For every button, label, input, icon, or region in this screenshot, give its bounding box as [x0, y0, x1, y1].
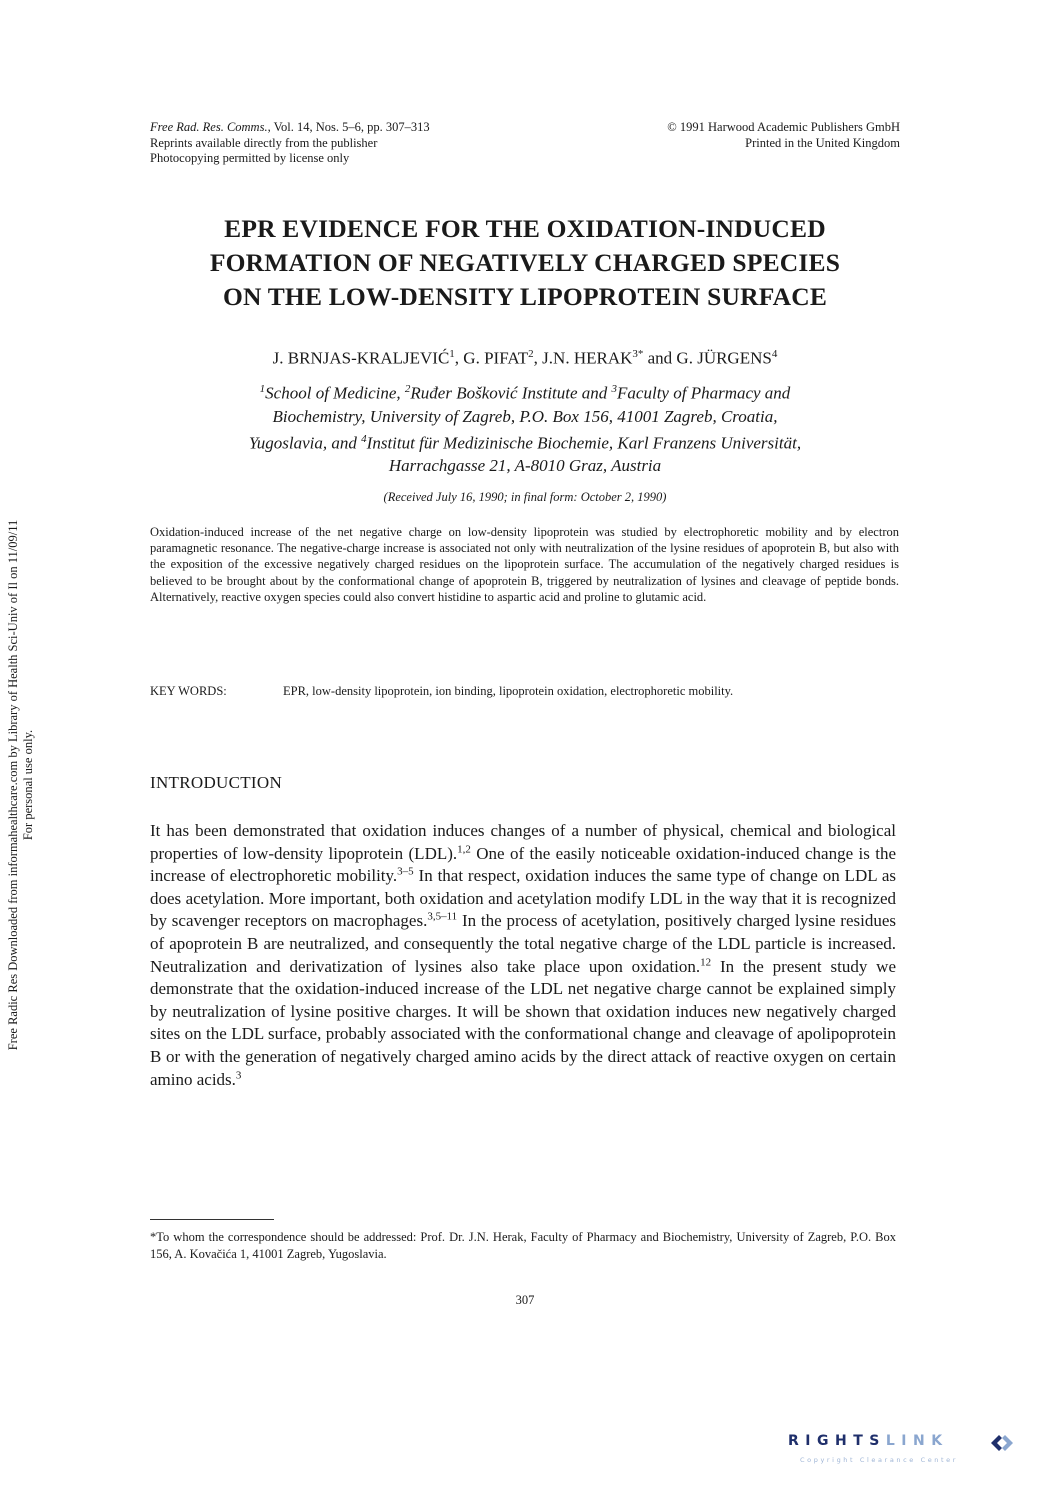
- keywords-block: [150, 683, 900, 699]
- page-number: 307: [515, 1293, 535, 1307]
- intro-text-run: It has been demonstrated that oxidation induces changes of a number of physical, chemical and biological properties of low-density lipoprotein (LDL).: [150, 821, 896, 863]
- logo-tagline: Copyright Clearance Center: [800, 1456, 959, 1464]
- author-affiliation-mark: 1: [449, 348, 455, 360]
- affiliation-text: Biochemistry, University of Zagreb, P.O. Box 156, 41001 Zagreb, Croatia,: [272, 406, 778, 426]
- affiliation-mark: 2: [404, 383, 411, 395]
- publisher-info: [540, 120, 900, 151]
- intro-text-run: In the present study we demonstrate that the oxidation-induced increase of the LDL net negative charge cannot be explained simply by neutralization of lysine positive charges. It will be shown that oxidation induces new negatively charged sites on the LDL surface, probably associated with the conformational change and cleavage of apolipoprotein B or with the generation of negatively charged amino acids by the direct attack of reactive oxygen on certain amino acids.: [150, 956, 896, 1089]
- copyright-line: © 1991 Harwood Academic Publishers GmbH: [667, 120, 900, 134]
- journal-citation: [150, 120, 570, 167]
- volume-info: , Vol. 14, Nos. 5–6, pp. 307–313: [267, 120, 430, 134]
- affiliation-text: Yugoslavia, and: [248, 433, 362, 453]
- citation-mark: 1,2: [457, 842, 471, 855]
- author-affiliation-mark: 2: [528, 348, 534, 360]
- author-affiliation-mark: 3*: [632, 348, 644, 360]
- rightslink-logo: [788, 1433, 1018, 1469]
- download-line: Free Radic Res Downloaded from informahealthcare.com by Library of Health Sci-Univ of Il on 11/09/11: [6, 519, 20, 1051]
- affiliation-line: [110, 378, 940, 405]
- printed-line: Printed in the United Kingdom: [745, 135, 900, 150]
- title-line: EPR EVIDENCE FOR THE OXIDATION-INDUCED: [224, 214, 826, 243]
- intro-text-run: One of the easily noticeable oxidation-induced change is the increase of electrophoretic mobility.: [150, 843, 896, 886]
- affiliation-line: [110, 454, 940, 477]
- author-name: J.N. HERAK: [542, 348, 633, 368]
- affiliation-mark: 3: [611, 383, 618, 395]
- affiliation-text: School of Medicine,: [265, 383, 405, 403]
- author-name: J. BRNJAS-KRALJEVIĆ: [272, 348, 450, 368]
- affiliation-text: Faculty of Pharmacy and: [617, 383, 791, 403]
- author-name: G. JÜRGENS: [676, 348, 772, 368]
- correspondence-footnote: *To whom the correspondence should be addressed: Prof. Dr. J.N. Herak, Faculty of Pharmacy and Biochemistry, University of Zagreb, P.O. Box 156, A. Kovačića 1, 41001 Zagreb, Yugoslavia.: [150, 1230, 896, 1261]
- introduction-text: [150, 820, 896, 1091]
- keywords-text: EPR, low-density lipoprotein, ion binding, lipoprotein oxidation, electrophoretic mobility.: [283, 684, 734, 698]
- footnote-rule: [150, 1219, 274, 1220]
- title-line: ON THE LOW-DENSITY LIPOPROTEIN SURFACE: [222, 282, 828, 311]
- intro-text-run: In that respect, oxidation induces the same type of change on LDL as does acetylation. More important, both oxidation and acetylation modify LDL in the way that it is recognized by scavenger receptors on macrophages.: [150, 866, 897, 931]
- logo-light-text: LINK: [885, 1433, 949, 1449]
- affiliations: [110, 378, 940, 477]
- chevron-logo-icon: [990, 1434, 1016, 1452]
- affiliation-line: [110, 405, 940, 428]
- logo-dark-text: RIGHTS: [788, 1433, 886, 1449]
- keywords-label: KEY WORDS:: [150, 684, 227, 698]
- download-side-note: [6, 235, 36, 1335]
- author-list: [110, 343, 940, 370]
- journal-name: Free Rad. Res. Comms.: [150, 120, 268, 134]
- abstract: Oxidation-induced increase of the net negative charge on low-density lipoprotein was studied by electrophoretic mobility and by electron paramagnetic resonance. The negative-charge increase is associated not only with neutralization of the lysine residues of apoprotein B, but also with the exposition of the excessive negatively charged residues on the lipoprotein surface. The accumulation of the negatively charged residues is believed to be brought about by the conformational change of apoprotein B, triggered by neutralization of lysines and cleavage of peptide bonds. Alternatively, reactive oxygen species could also convert histidine to aspartic acid and proline to glutamic acid.: [150, 525, 899, 604]
- photocopy-note: Photocopying permitted by license only: [150, 151, 350, 165]
- personal-use-line: For personal use only.: [21, 729, 35, 841]
- author-affiliation-mark: 4: [771, 348, 778, 360]
- affiliation-text: Ruđer Bošković Institute and: [410, 383, 612, 403]
- citation-mark: 12: [700, 955, 712, 968]
- author-separator: ,: [454, 348, 464, 368]
- reprints-note: Reprints available directly from the publisher: [150, 135, 378, 150]
- title-line: FORMATION OF NEGATIVELY CHARGED SPECIES: [209, 248, 841, 277]
- affiliation-mark: 1: [259, 383, 266, 395]
- paper-title: [110, 212, 940, 314]
- logo-wordmark: [788, 1433, 949, 1449]
- citation-mark: 3: [235, 1068, 242, 1081]
- intro-text-run: In the process of acetylation, positively charged lysine residues of apoprotein B are neutralized, and consequently the total negative charge of the LDL particle is increased. Neutralization and derivatization of lysines also take place upon oxidation.: [150, 911, 896, 976]
- affiliation-mark: 4: [361, 432, 367, 445]
- affiliation-text: Institut für Medizinische Biochemie, Karl Franzens Universität,: [366, 433, 802, 453]
- author-separator: ,: [533, 348, 543, 368]
- affiliation-line: [110, 428, 940, 455]
- citation-mark: 3–5: [397, 865, 414, 878]
- author-separator: and: [643, 348, 677, 368]
- author-name: G. PIFAT: [463, 348, 529, 368]
- received-dates: (Received July 16, 1990; in final form: October 2, 1990): [383, 490, 667, 504]
- citation-mark: 3,5–11: [427, 910, 458, 923]
- affiliation-text: Harrachgasse 21, A-8010 Graz, Austria: [388, 456, 662, 476]
- section-heading: INTRODUCTION: [150, 773, 283, 792]
